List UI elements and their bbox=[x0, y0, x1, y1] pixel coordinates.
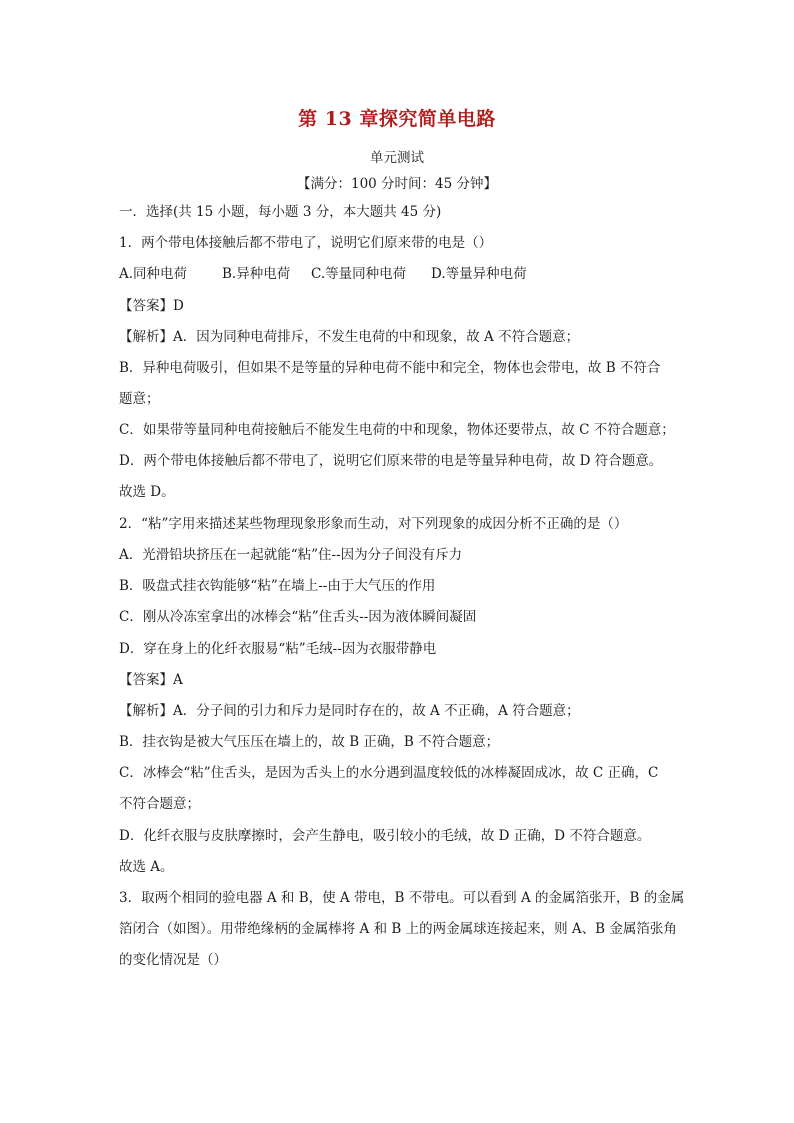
q2-analysis-line: 故选 A。 bbox=[119, 859, 174, 875]
q1-analysis-line: B．异种电荷吸引，但如果不是等量的异种电荷不能中和完全，物体也会带电，故 B 不符合 bbox=[119, 360, 661, 376]
q2-stem: 2．“粘”字用来描述某些物理现象形象而生动，对下列现象的成因分析不正确的是（） bbox=[119, 516, 628, 532]
q2-analysis-line: 【解析】A．分子间的引力和斥力是同时存在的，故 A 不正确，A 符合题意； bbox=[119, 703, 580, 719]
page-title: 第 13 章探究简单电路 bbox=[298, 108, 496, 130]
q1-analysis-line: D．两个带电体接触后都不带电了，说明它们原来带的电是等量异种电荷，故 D 符合题意。 bbox=[119, 453, 663, 469]
q3-stem-line: 的变化情况是（） bbox=[119, 952, 227, 968]
q3-stem-line: 3．取两个相同的验电器 A 和 B，使 A 带电，B 不带电。可以看到 A 的金属箔张开，B 的金属 bbox=[119, 890, 685, 906]
q2-analysis-line: C．冰棒会“粘”住舌头，是因为舌头上的水分遇到温度较低的冰棒凝固成冰，故 C 正确，C bbox=[119, 765, 659, 781]
q1-option-d: D.等量异种电荷 bbox=[431, 266, 527, 282]
q2-option-d: D．穿在身上的化纤衣服易“粘”毛绒--因为衣服带静电 bbox=[119, 641, 437, 657]
q1-option-a: A.同种电荷 bbox=[119, 266, 188, 282]
q1-analysis-line: C．如果带等量同种电荷接触后不能发生电荷的中和现象，物体还要带点，故 C 不符合题意； bbox=[119, 422, 675, 438]
q2-option-c: C．刚从冷冻室拿出的冰棒会“粘”住舌头--因为液体瞬间凝固 bbox=[119, 609, 477, 625]
q1-analysis-line: 【解析】A．因为同种电荷排斥，不发生电荷的中和现象，故 A 不符合题意； bbox=[119, 329, 580, 345]
page-subtitle: 单元测试 bbox=[370, 150, 424, 166]
q1-analysis-line: 故选 D。 bbox=[119, 484, 175, 500]
q1-option-c: C.等量同种电荷 bbox=[311, 266, 407, 282]
q1-options bbox=[119, 264, 679, 284]
q1-answer: 【答案】D bbox=[119, 298, 184, 314]
q2-analysis-line: B．挂衣钩是被大气压压在墙上的，故 B 正确，B 不符合题意； bbox=[119, 734, 500, 750]
q3-stem-line: 箔闭合（如图）。用带绝缘柄的金属棒将 A 和 B 上的两金属球连接起来，则 A、B 金属箔张角 bbox=[119, 921, 677, 937]
q1-stem: 1．两个带电体接触后都不带电了，说明它们原来带的电是（） bbox=[119, 235, 493, 251]
q2-analysis-line: D．化纤衣服与皮肤摩擦时，会产生静电，吸引较小的毛绒，故 D 正确，D 不符合题意。 bbox=[119, 828, 651, 844]
q1-analysis-line: 题意； bbox=[119, 391, 160, 407]
q2-option-b: B．吸盘式挂衣钩能够“粘”在墙上--由于大气压的作用 bbox=[119, 578, 436, 594]
q1-option-b: B.异种电荷 bbox=[222, 266, 291, 282]
q2-analysis-line: 不符合题意； bbox=[119, 796, 200, 812]
q2-option-a: A．光滑铅块挤压在一起就能“粘”住--因为分子间没有斥力 bbox=[119, 547, 463, 563]
q2-answer: 【答案】A bbox=[119, 672, 183, 688]
exam-meta: 【满分：100 分时间：45 分钟】 bbox=[296, 176, 498, 192]
section-heading: 一．选择(共 15 小题，每小题 3 分，本大题共 45 分) bbox=[119, 204, 442, 220]
